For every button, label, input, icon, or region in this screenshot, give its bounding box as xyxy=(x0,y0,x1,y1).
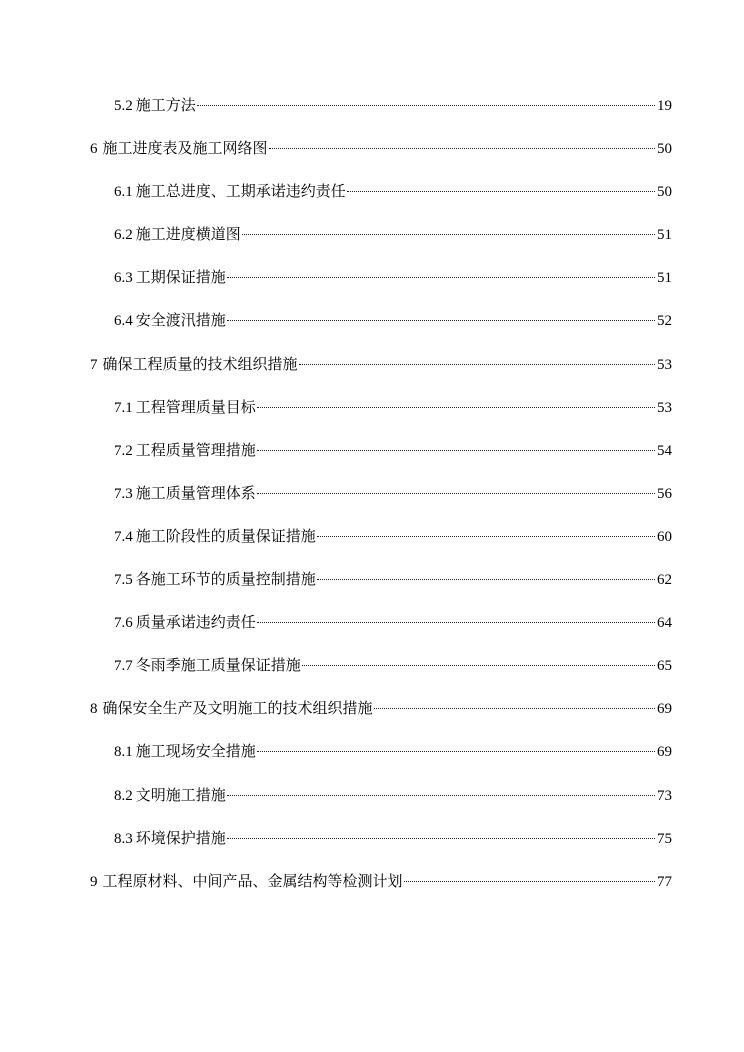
toc-entry-number: 7.5 xyxy=(114,572,133,589)
toc-page-number: 69 xyxy=(657,701,672,718)
toc-page-number: 53 xyxy=(657,356,672,373)
toc-dot-leader xyxy=(257,450,655,451)
toc-dot-leader xyxy=(227,838,655,839)
toc-entry-title: 质量承诺违约责任 xyxy=(135,613,256,632)
toc-page-number: 56 xyxy=(657,485,672,502)
toc-entry-number: 7.2 xyxy=(114,442,133,459)
toc-dot-leader xyxy=(302,665,655,666)
toc-entry-number: 8.2 xyxy=(114,787,133,804)
toc-entry[interactable] xyxy=(0,558,744,601)
toc-entry-title: 施工进度表及施工网络图 xyxy=(102,139,268,158)
toc-entry[interactable] xyxy=(0,343,744,386)
toc-entry-title: 工程管理质量目标 xyxy=(135,397,256,416)
toc-entry-number: 7.6 xyxy=(114,615,133,632)
toc-page-number: 75 xyxy=(657,830,672,847)
toc-entry-number: 8.1 xyxy=(114,744,133,761)
toc-dot-leader xyxy=(374,708,655,709)
toc-entry[interactable] xyxy=(0,429,744,472)
toc-entry[interactable] xyxy=(0,213,744,256)
toc-page-number: 65 xyxy=(657,658,672,675)
toc-dot-leader xyxy=(257,751,655,752)
toc-entry-number: 6.4 xyxy=(114,313,133,330)
toc-dot-leader xyxy=(269,148,655,149)
toc-entry[interactable] xyxy=(0,84,744,127)
toc-entry[interactable] xyxy=(0,472,744,515)
toc-page-number: 62 xyxy=(657,572,672,589)
toc-entry-number: 7.3 xyxy=(114,485,133,502)
toc-entry-title: 施工方法 xyxy=(135,96,196,114)
toc-entry-number: 9 xyxy=(90,873,98,890)
toc-entry-title: 施工进度横道图 xyxy=(135,225,241,244)
toc-page-number: 51 xyxy=(657,227,672,244)
toc-page-number: 64 xyxy=(657,615,672,632)
toc-entry[interactable] xyxy=(0,515,744,558)
toc-page-number: 19 xyxy=(657,98,672,114)
toc-dot-leader xyxy=(347,191,655,192)
toc-entry-title: 各施工环节的质量控制措施 xyxy=(135,570,316,589)
toc-page-number: 50 xyxy=(657,184,672,201)
toc-dot-leader xyxy=(257,407,655,408)
toc-entry-title: 工期保证措施 xyxy=(135,268,226,287)
toc-entry-number: 7.4 xyxy=(114,528,133,545)
toc-entry-number: 7.1 xyxy=(114,399,133,416)
toc-entry-number: 8 xyxy=(90,701,98,718)
toc-entry-title: 工程原材料、中间产品、金属结构等检测计划 xyxy=(102,871,403,890)
toc-entry-number: 6.1 xyxy=(114,184,133,201)
toc-entry-title: 文明施工措施 xyxy=(135,785,226,804)
toc-entry-number: 6.2 xyxy=(114,227,133,244)
toc-entry[interactable] xyxy=(0,127,744,170)
toc-entry-number: 7 xyxy=(90,356,98,373)
toc-entry-number: 5.2 xyxy=(114,98,133,114)
toc-dot-leader xyxy=(227,320,655,321)
toc-entry-title: 安全渡汛措施 xyxy=(135,311,226,330)
toc-page-number: 77 xyxy=(657,873,672,890)
toc-dot-leader xyxy=(242,234,655,235)
toc-entry-title: 确保安全生产及文明施工的技术组织措施 xyxy=(102,699,373,718)
toc-entry[interactable] xyxy=(0,601,744,644)
toc-dot-leader xyxy=(227,277,655,278)
toc-entry[interactable] xyxy=(0,386,744,429)
toc-dot-leader xyxy=(257,622,655,623)
toc-entry[interactable] xyxy=(0,299,744,342)
toc-dot-leader xyxy=(404,881,655,882)
toc-entry[interactable] xyxy=(0,687,744,730)
toc-page-number: 53 xyxy=(657,399,672,416)
toc-entry-number: 6.3 xyxy=(114,270,133,287)
toc-page-number: 60 xyxy=(657,528,672,545)
toc-entry-number: 6 xyxy=(90,141,98,158)
toc-dot-leader xyxy=(317,579,655,580)
toc-entry-title: 环境保护措施 xyxy=(135,828,226,847)
toc-entry-title: 施工质量管理体系 xyxy=(135,483,256,502)
toc-dot-leader xyxy=(197,105,655,106)
toc-entry[interactable] xyxy=(0,860,744,903)
toc-entry[interactable] xyxy=(0,730,744,773)
toc-dot-leader xyxy=(227,795,655,796)
table-of-contents xyxy=(0,84,744,903)
toc-page-number: 73 xyxy=(657,787,672,804)
toc-entry-title: 施工阶段性的质量保证措施 xyxy=(135,526,316,545)
toc-entry-title: 冬雨季施工质量保证措施 xyxy=(135,656,301,675)
toc-entry[interactable] xyxy=(0,644,744,687)
toc-page-number: 54 xyxy=(657,442,672,459)
toc-dot-leader xyxy=(317,536,655,537)
toc-page-number: 69 xyxy=(657,744,672,761)
toc-entry-title: 确保工程质量的技术组织措施 xyxy=(102,354,298,373)
toc-dot-leader xyxy=(299,364,655,365)
toc-entry[interactable] xyxy=(0,817,744,860)
toc-page-number: 52 xyxy=(657,313,672,330)
toc-page-number: 50 xyxy=(657,141,672,158)
toc-entry[interactable] xyxy=(0,774,744,817)
toc-entry-title: 工程质量管理措施 xyxy=(135,440,256,459)
toc-entry-title: 施工现场安全措施 xyxy=(135,742,256,761)
toc-page-number: 51 xyxy=(657,270,672,287)
toc-entry[interactable] xyxy=(0,256,744,299)
toc-entry-number: 7.7 xyxy=(114,658,133,675)
toc-entry-title: 施工总进度、工期承诺违约责任 xyxy=(135,182,346,201)
toc-dot-leader xyxy=(257,493,655,494)
toc-entry[interactable] xyxy=(0,170,744,213)
toc-entry-number: 8.3 xyxy=(114,830,133,847)
